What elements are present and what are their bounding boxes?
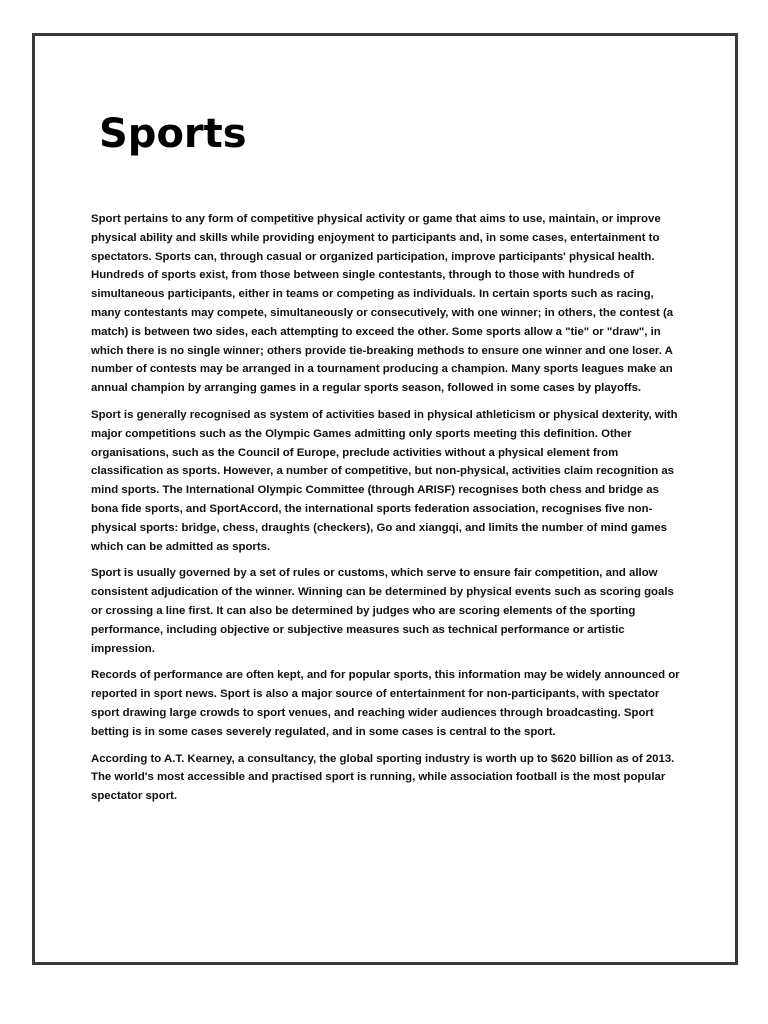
paragraph-2: Sport is generally recognised as system of activities based in physical athleticism or physical dexterity, with major competitions such as the Olympic Games admitting only sports meeting this definition. Other organisations, such as the Council of Europe, preclude activities without a physical element from classification as sports. However, a number of competitive, but non-physical, activities claim recognition as mind sports. The International Olympic Committee (through ARISF) recognises both chess and bridge as bona fide sports, and SportAccord, the international sports federation association, recognises five non-physical sports: bridge, chess, draughts (checkers), Go and xiangqi, and limits the number of mind games which can be admitted as sports. (91, 408, 678, 553)
page-title: Sports (99, 111, 247, 157)
page (32, 33, 738, 965)
paragraph-3: Sport is usually governed by a set of rules or customs, which serve to ensure fair competition, and allow consistent adjudication of the winner. Winning can be determined by physical events such as scoring goals or crossing a line first. It can also be determined by judges who are scoring elements of the sporting performance, including objective or subjective measures such as technical performance or artistic impression. (91, 567, 674, 655)
paragraph-5: According to A.T. Kearney, a consultancy, the global sporting industry is worth up to $620 billion as of 2013. The world's most accessible and practised sport is running, while association football is the most popular spectator sport. (91, 752, 675, 803)
paragraph-4: Records of performance are often kept, and for popular sports, this information may be widely announced or reported in sport news. Sport is also a major source of entertainment for non-participants, with spectator sport drawing large crowds to sport venues, and reaching wider audiences through broadcasting. Sport betting is in some cases severely regulated, and in some cases is central to the sport. (91, 669, 680, 738)
paragraph-1: Sport pertains to any form of competitive physical activity or game that aims to use, maintain, or improve physical ability and skills while providing enjoyment to participants and, in some cases, entertainment to spectators. Sports can, through casual or organized participation, improve participants' physical health. Hundreds of sports exist, from those between single contestants, through to those with hundreds of simultaneous participants, either in teams or competing as individuals. In certain sports such as racing, many contestants may compete, simultaneously or consecutively, with one winner; in others, the contest (a match) is between two sides, each attempting to exceed the other. Some sports allow a "tie" or "draw", in which there is no single winner; others provide tie-breaking methods to ensure one winner and one loser. A number of contests may be arranged in a tournament producing a champion. Many sports leagues make an annual champion by arranging games in a regular sports season, followed in some cases by playoffs. (91, 213, 674, 395)
document-body (91, 210, 683, 814)
